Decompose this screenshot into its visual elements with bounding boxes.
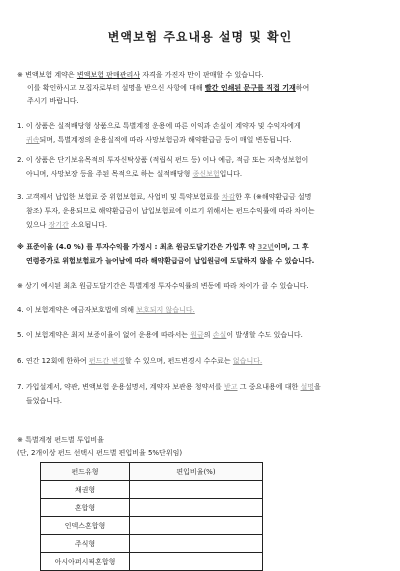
- intro-line-2: [17, 82, 389, 95]
- item-line-text: 이 발생할 수도 있습니다.: [226, 331, 303, 339]
- handwritten-answer: 손실: [212, 331, 227, 339]
- page-title: 변액보험 주요내용 설명 및 확인: [107, 30, 293, 44]
- intro-line-3: 주시기 바랍니다.: [27, 97, 79, 105]
- item-4: [17, 303, 389, 317]
- table-row: [41, 481, 263, 499]
- handwritten-answer: 32년: [257, 243, 274, 251]
- item-number: 2.: [17, 156, 24, 164]
- item-line-text: 고객께서 납입한 보험료 중 위험보험료, 사업비 및 특약보험료를: [25, 193, 222, 201]
- item-line-text: 연간 12회에 한하여: [25, 357, 89, 365]
- item-line: [17, 218, 389, 232]
- handwritten-answer: 보호되지 않습니다.: [136, 306, 195, 314]
- intro-notice: [17, 69, 389, 108]
- item-6: [17, 354, 389, 368]
- item-number: 1.: [17, 122, 24, 130]
- item-3: [17, 190, 389, 232]
- handwritten-answer: 종신보험: [192, 170, 220, 178]
- item-line-text: 이 보험계약은 최저 보증이율이 없어 운용에 따라서는: [25, 331, 191, 339]
- ratio-input-cell[interactable]: [130, 517, 263, 535]
- ratio-input-cell[interactable]: [130, 535, 263, 553]
- fund-table-heading: ※ 특별계정 펀드별 투입비율: [17, 436, 104, 444]
- item-line: [17, 167, 389, 181]
- item-line-text: 입니다.: [219, 170, 243, 178]
- item-number: 4.: [17, 306, 24, 314]
- item-line-text: 할 수 있으며, 펀드변경시 수수료는: [124, 357, 233, 365]
- item-line: 참조) 투자, 운용되므로 해약환급금이 납입보험료에 이르기 위해서는 펀드수익률에 따라 차이는: [26, 207, 315, 215]
- item-2: [17, 153, 389, 181]
- item-line-text: 가입설계서, 약관, 변액보험 운용설명서, 계약자 보관용 청약서를: [25, 383, 224, 391]
- item-line-text: 을: [314, 383, 321, 391]
- intro-line-1b: 변액보험 판매관리사: [76, 71, 140, 79]
- intro-line-1c: 자격을 가진자 만이 판매할 수 있습니다.: [140, 71, 264, 79]
- fund-type-cell: 주식형: [41, 535, 130, 553]
- table-row: [41, 517, 263, 535]
- item-number: 5.: [17, 331, 24, 339]
- handwritten-answer: 귀속: [26, 136, 40, 144]
- fund-type-cell: 채권형: [41, 481, 130, 499]
- item-number: 3.: [17, 193, 24, 201]
- item-line: 들었습니다.: [26, 397, 63, 405]
- note-marker: ※: [17, 243, 24, 251]
- fund-type-cell: 아시아퍼시픽혼합형: [41, 553, 130, 571]
- fund-type-cell: 인덱스혼합형: [41, 517, 130, 535]
- item-line-text: 이며, 그 후: [274, 243, 309, 251]
- item-line-text: 이 보험계약은 예금자보호법에 의해: [25, 306, 137, 314]
- column-header-fund-type: 펀드유형: [41, 463, 130, 481]
- item-7: [17, 380, 389, 408]
- table-header-row: [41, 463, 263, 481]
- note-standard-rate: [17, 240, 389, 268]
- handwritten-answer: 원금: [190, 331, 204, 339]
- ratio-input-cell[interactable]: [130, 553, 263, 571]
- item-line: 상기 예시된 최초 원금도달기간은 특별계정 투자수익률의 변동에 따라 차이가 클 수 있습니다.: [25, 282, 309, 290]
- item-line: [17, 133, 389, 147]
- item-line-text: 되며, 특별계정의 운용실적에 따라 사망보험금과 해약환급금 등이 매일 변동됩니다.: [39, 136, 292, 144]
- ratio-input-cell[interactable]: [130, 481, 263, 499]
- handwritten-answer: 없습니다.: [232, 357, 263, 365]
- handwritten-answer: 설명: [300, 383, 315, 391]
- intro-line-2b: 빨간 인쇄된 문구를 직접 기재: [204, 84, 296, 92]
- handwritten-answer: 차감: [221, 193, 236, 201]
- ratio-input-cell[interactable]: [130, 499, 263, 517]
- notice-marker: ※: [17, 71, 23, 79]
- item-line-text: 소요됩니다.: [68, 221, 108, 229]
- intro-line-2c: 하여: [295, 84, 310, 92]
- item-line-text: 아니며, 사망보장 등을 주된 목적으로 하는 실적배당형: [26, 170, 193, 178]
- item-line-text: 표준이율 (4.0 %) 를 투자수익률 가정시 : 최초 원금도달기간은 가입후 약: [26, 243, 258, 251]
- note-marker: ※: [17, 282, 23, 290]
- item-line-text: 의: [203, 331, 213, 339]
- table-row: [41, 535, 263, 553]
- item-line-text: 그 중요내용에 대한: [237, 383, 301, 391]
- item-1: [17, 119, 389, 147]
- item-line-text: 있으나: [26, 221, 49, 229]
- item-line-text: 한 후 (※해약환급금 설명: [235, 193, 312, 201]
- item-line: 이 상품은 단기보유목적의 투자신탁상품 (적립식 펀드 등) 이나 예금, 적금 또는 저축성보험이: [25, 156, 309, 164]
- item-number: 7.: [17, 383, 24, 391]
- item-number: 6.: [17, 357, 24, 365]
- fund-table-title: [17, 434, 182, 460]
- table-row: [41, 499, 263, 517]
- fund-table-note: (단, 2개이상 펀드 선택시 펀드별 편입비율 5%단위임): [17, 449, 183, 457]
- note-variance: [17, 279, 389, 293]
- item-line: 이 상품은 실적배당형 상품으로 특별계정 운용에 따른 이익과 손실이 계약자 및 수익자에게: [25, 122, 301, 130]
- intro-line-1a: 변액보험 계약은: [25, 71, 77, 79]
- handwritten-answer: 장기간: [48, 221, 69, 229]
- item-5: [17, 328, 389, 342]
- table-row: [41, 553, 263, 571]
- handwritten-answer: 받고: [223, 383, 238, 391]
- handwritten-answer: 펀드간 변경: [88, 357, 125, 365]
- item-line: 연령증가로 위험보험료가 늘어남에 따라 해약환급금이 납입원금에 도달하지 않을 수 있습니다.: [26, 257, 315, 265]
- fund-type-cell: 혼합형: [41, 499, 130, 517]
- intro-line-2a: 이를 확인하시고 모집자로부터 설명을 받으신 사항에 대해: [27, 84, 205, 92]
- column-header-ratio: 편입비율(%): [130, 463, 263, 481]
